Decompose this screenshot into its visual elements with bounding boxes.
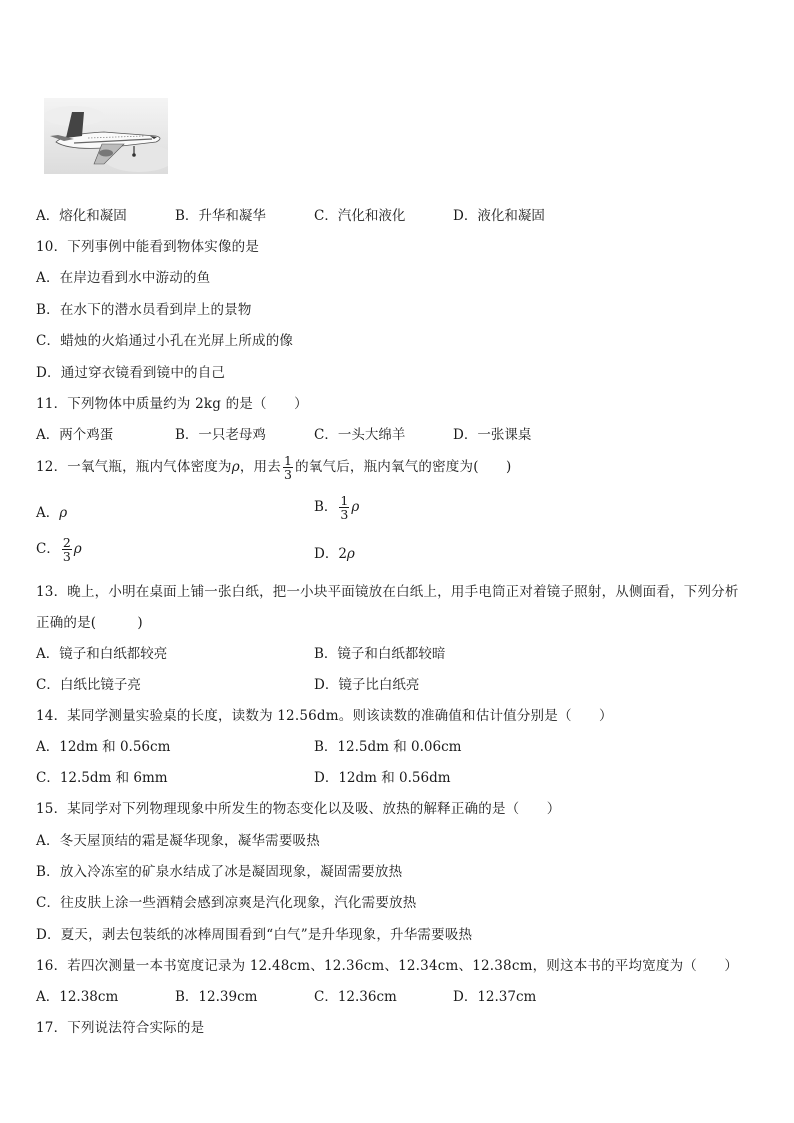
q15-option-b: B．放入冷冻室的矿泉水结成了冰是凝固现象，凝固需要放热 (36, 864, 403, 880)
q11-option-d: D．一张课桌 (453, 427, 532, 443)
q11-option-c: C．一头大绵羊 (314, 427, 406, 443)
rho-symbol: ρ (351, 499, 360, 515)
option-label: B． (314, 499, 338, 515)
fraction-one-third (283, 454, 293, 481)
q12-option-d (314, 545, 355, 563)
q14-stem: 14．某同学测量实验桌的长度，读数为 12.56dm。则该读数的准确值和估计值分别是（ ） (36, 708, 613, 724)
q15-option-c: C．往皮肤上涂一些酒精会感到凉爽是汽化现象，汽化需要放热 (36, 895, 417, 911)
rho-symbol: ρ (346, 546, 355, 562)
rho-symbol: ρ (59, 505, 68, 521)
q12-option-a (36, 504, 67, 522)
q13-option-c: C．白纸比镜子亮 (36, 677, 141, 693)
q9-option-b: B．升华和凝华 (175, 208, 266, 224)
q15-option-a: A．冬天屋顶结的霜是凝华现象，凝华需要吸热 (36, 833, 320, 849)
fraction-numerator: 1 (283, 453, 293, 468)
q11-option-a: A．两个鸡蛋 (36, 427, 114, 443)
fraction-two-thirds (62, 536, 72, 563)
q14-option-c: C．12.5dm 和 6mm (36, 770, 168, 786)
option-label: C． (36, 541, 60, 557)
fraction-one-third (339, 494, 349, 521)
q14-option-b: B．12.5dm 和 0.06cm (314, 739, 462, 755)
airplane-image (44, 98, 168, 174)
q13-stem-line2: 正确的是( ) (36, 615, 143, 631)
q9-option-d: D．液化和凝固 (453, 208, 545, 224)
q12-stem (36, 454, 512, 481)
q16-stem: 16．若四次测量一本书宽度记录为 12.48cm、12.36cm、12.34cm、12.38cm，则这本书的平均宽度为（ ） (36, 958, 739, 974)
q10-option-a: A．在岸边看到水中游动的鱼 (36, 270, 211, 286)
fraction-denominator: 3 (340, 507, 349, 522)
q12-stem-post: 的氧气后，瓶内氧气的密度为( ) (295, 459, 512, 475)
q14-option-d: D．12dm 和 0.56dm (314, 770, 451, 786)
q10-option-b: B．在水下的潜水员看到岸上的景物 (36, 302, 252, 318)
fraction-numerator: 1 (340, 493, 349, 508)
q13-option-b: B．镜子和白纸都较暗 (314, 646, 446, 662)
q12-option-b (314, 494, 359, 521)
q10-stem: 10．下列事例中能看到物体实像的是 (36, 239, 260, 255)
q12-stem-mid: ，用去 (239, 459, 281, 475)
q12-option-c (36, 536, 82, 563)
q13-option-d: D．镜子比白纸亮 (314, 677, 420, 693)
airplane-icon (44, 98, 168, 174)
option-label: D．2 (314, 546, 347, 562)
fraction-denominator: 3 (283, 467, 293, 482)
fraction-denominator: 3 (62, 549, 71, 564)
q11-stem: 11．下列物体中质量约为 2kg 的是（ ） (36, 396, 308, 412)
q10-option-d: D．通过穿衣镜看到镜中的自己 (36, 365, 226, 381)
q14-option-a: A．12dm 和 0.56cm (36, 739, 171, 755)
q15-option-d: D．夏天，剥去包装纸的冰棒周围看到“白气”是升华现象，升华需要吸热 (36, 927, 473, 943)
q12-stem-pre: 12．一氧气瓶，瓶内气体密度为 (36, 459, 232, 475)
fraction-numerator: 2 (62, 535, 71, 550)
q13-option-a: A．镜子和白纸都较亮 (36, 646, 168, 662)
rho-symbol: ρ (73, 541, 82, 557)
q16-option-c: C．12.36cm (314, 989, 397, 1005)
q9-option-a: A．熔化和凝固 (36, 208, 127, 224)
option-label: A． (36, 505, 60, 521)
q13-stem-line1: 13．晚上，小明在桌面上铺一张白纸，把一小块平面镜放在白纸上，用手电筒正对着镜子照射，从侧面看，下列分析 (36, 584, 739, 600)
q17-stem: 17．下列说法符合实际的是 (36, 1020, 205, 1036)
q9-option-c: C．汽化和液化 (314, 208, 406, 224)
q15-stem: 15．某同学对下列物理现象中所发生的物态变化以及吸、放热的解释正确的是（ ） (36, 801, 561, 817)
q16-option-d: D．12.37cm (453, 989, 537, 1005)
q11-option-b: B．一只老母鸡 (175, 427, 266, 443)
q10-option-c: C．蜡烛的火焰通过小孔在光屏上所成的像 (36, 333, 294, 349)
rho-symbol: ρ (231, 459, 240, 475)
q16-option-b: B．12.39cm (175, 989, 258, 1005)
q16-option-a: A．12.38cm (36, 989, 119, 1005)
